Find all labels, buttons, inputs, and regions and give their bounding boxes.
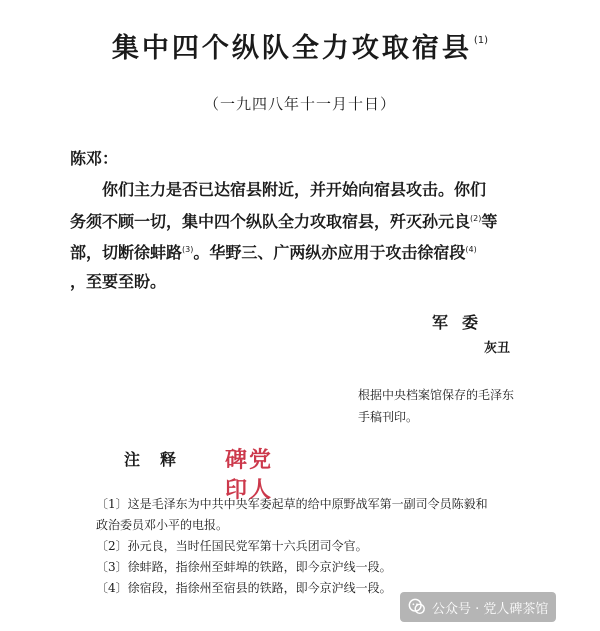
notes-heading: 注释 <box>124 450 197 469</box>
source-line-2: 手稿刊印。 <box>358 410 419 424</box>
time-code: 灰丑 <box>484 341 511 356</box>
source-note <box>358 384 558 428</box>
wechat-icon <box>408 598 426 616</box>
note-item: 〔2〕孙元良，当时任国民党军第十六兵团司令官。 <box>96 539 368 553</box>
stamp-line-1: 碑党 <box>225 448 274 473</box>
body-line-2: 务须不顾一切，集中四个纵队全力攻取宿县，歼灭孙元良$^{(2)}$等 <box>70 211 498 231</box>
watermark-text: 公众号 · 党人碑茶馆 <box>432 601 549 617</box>
footnote-ref-4: (4) <box>465 245 477 254</box>
footnote-ref-2: (2) <box>470 213 482 223</box>
footnote-ref-3: (3) <box>182 245 194 254</box>
note-item: 〔3〕徐蚌路，指徐州至蚌埠的铁路，即今京沪线一段。 <box>96 560 392 574</box>
note-item: 〔1〕这是毛泽东为中共中央军委起草的给中原野战军第一副司令员陈毅和 <box>96 497 488 511</box>
telegram-body <box>70 176 550 296</box>
body-line-1: 你们主力是否已达宿县附近，并开始向宿县攻击。你们 <box>102 180 487 199</box>
note-item: 〔4〕徐宿段，指徐州至宿县的铁路，即今京沪线一段。 <box>96 581 392 595</box>
salutation: 陈邓： <box>70 149 119 168</box>
title-footnote-ref: (1) <box>473 35 489 46</box>
body-line-4: ，至要至盼。 <box>70 271 167 291</box>
sender: 军委 <box>432 313 493 332</box>
red-seal-stamp <box>225 446 297 506</box>
source-line-1: 根据中央档案馆保存的毛泽东 <box>358 388 515 402</box>
body-line-3: 部，切断徐蚌路$^{(3)}$。华野三、广两纵亦应用于攻击徐宿段$^{(4)}$ <box>70 243 477 262</box>
watermark <box>400 592 556 622</box>
notes-list <box>96 494 556 599</box>
note-item: 政治委员邓小平的电报。 <box>96 518 229 532</box>
document-title: 集中四个纵队全力攻取宿县 $^{(1)}$ <box>111 33 489 64</box>
document-date: （一九四八年十一月十日） <box>203 95 396 113</box>
stamp-line-2: 印人 <box>225 478 274 503</box>
